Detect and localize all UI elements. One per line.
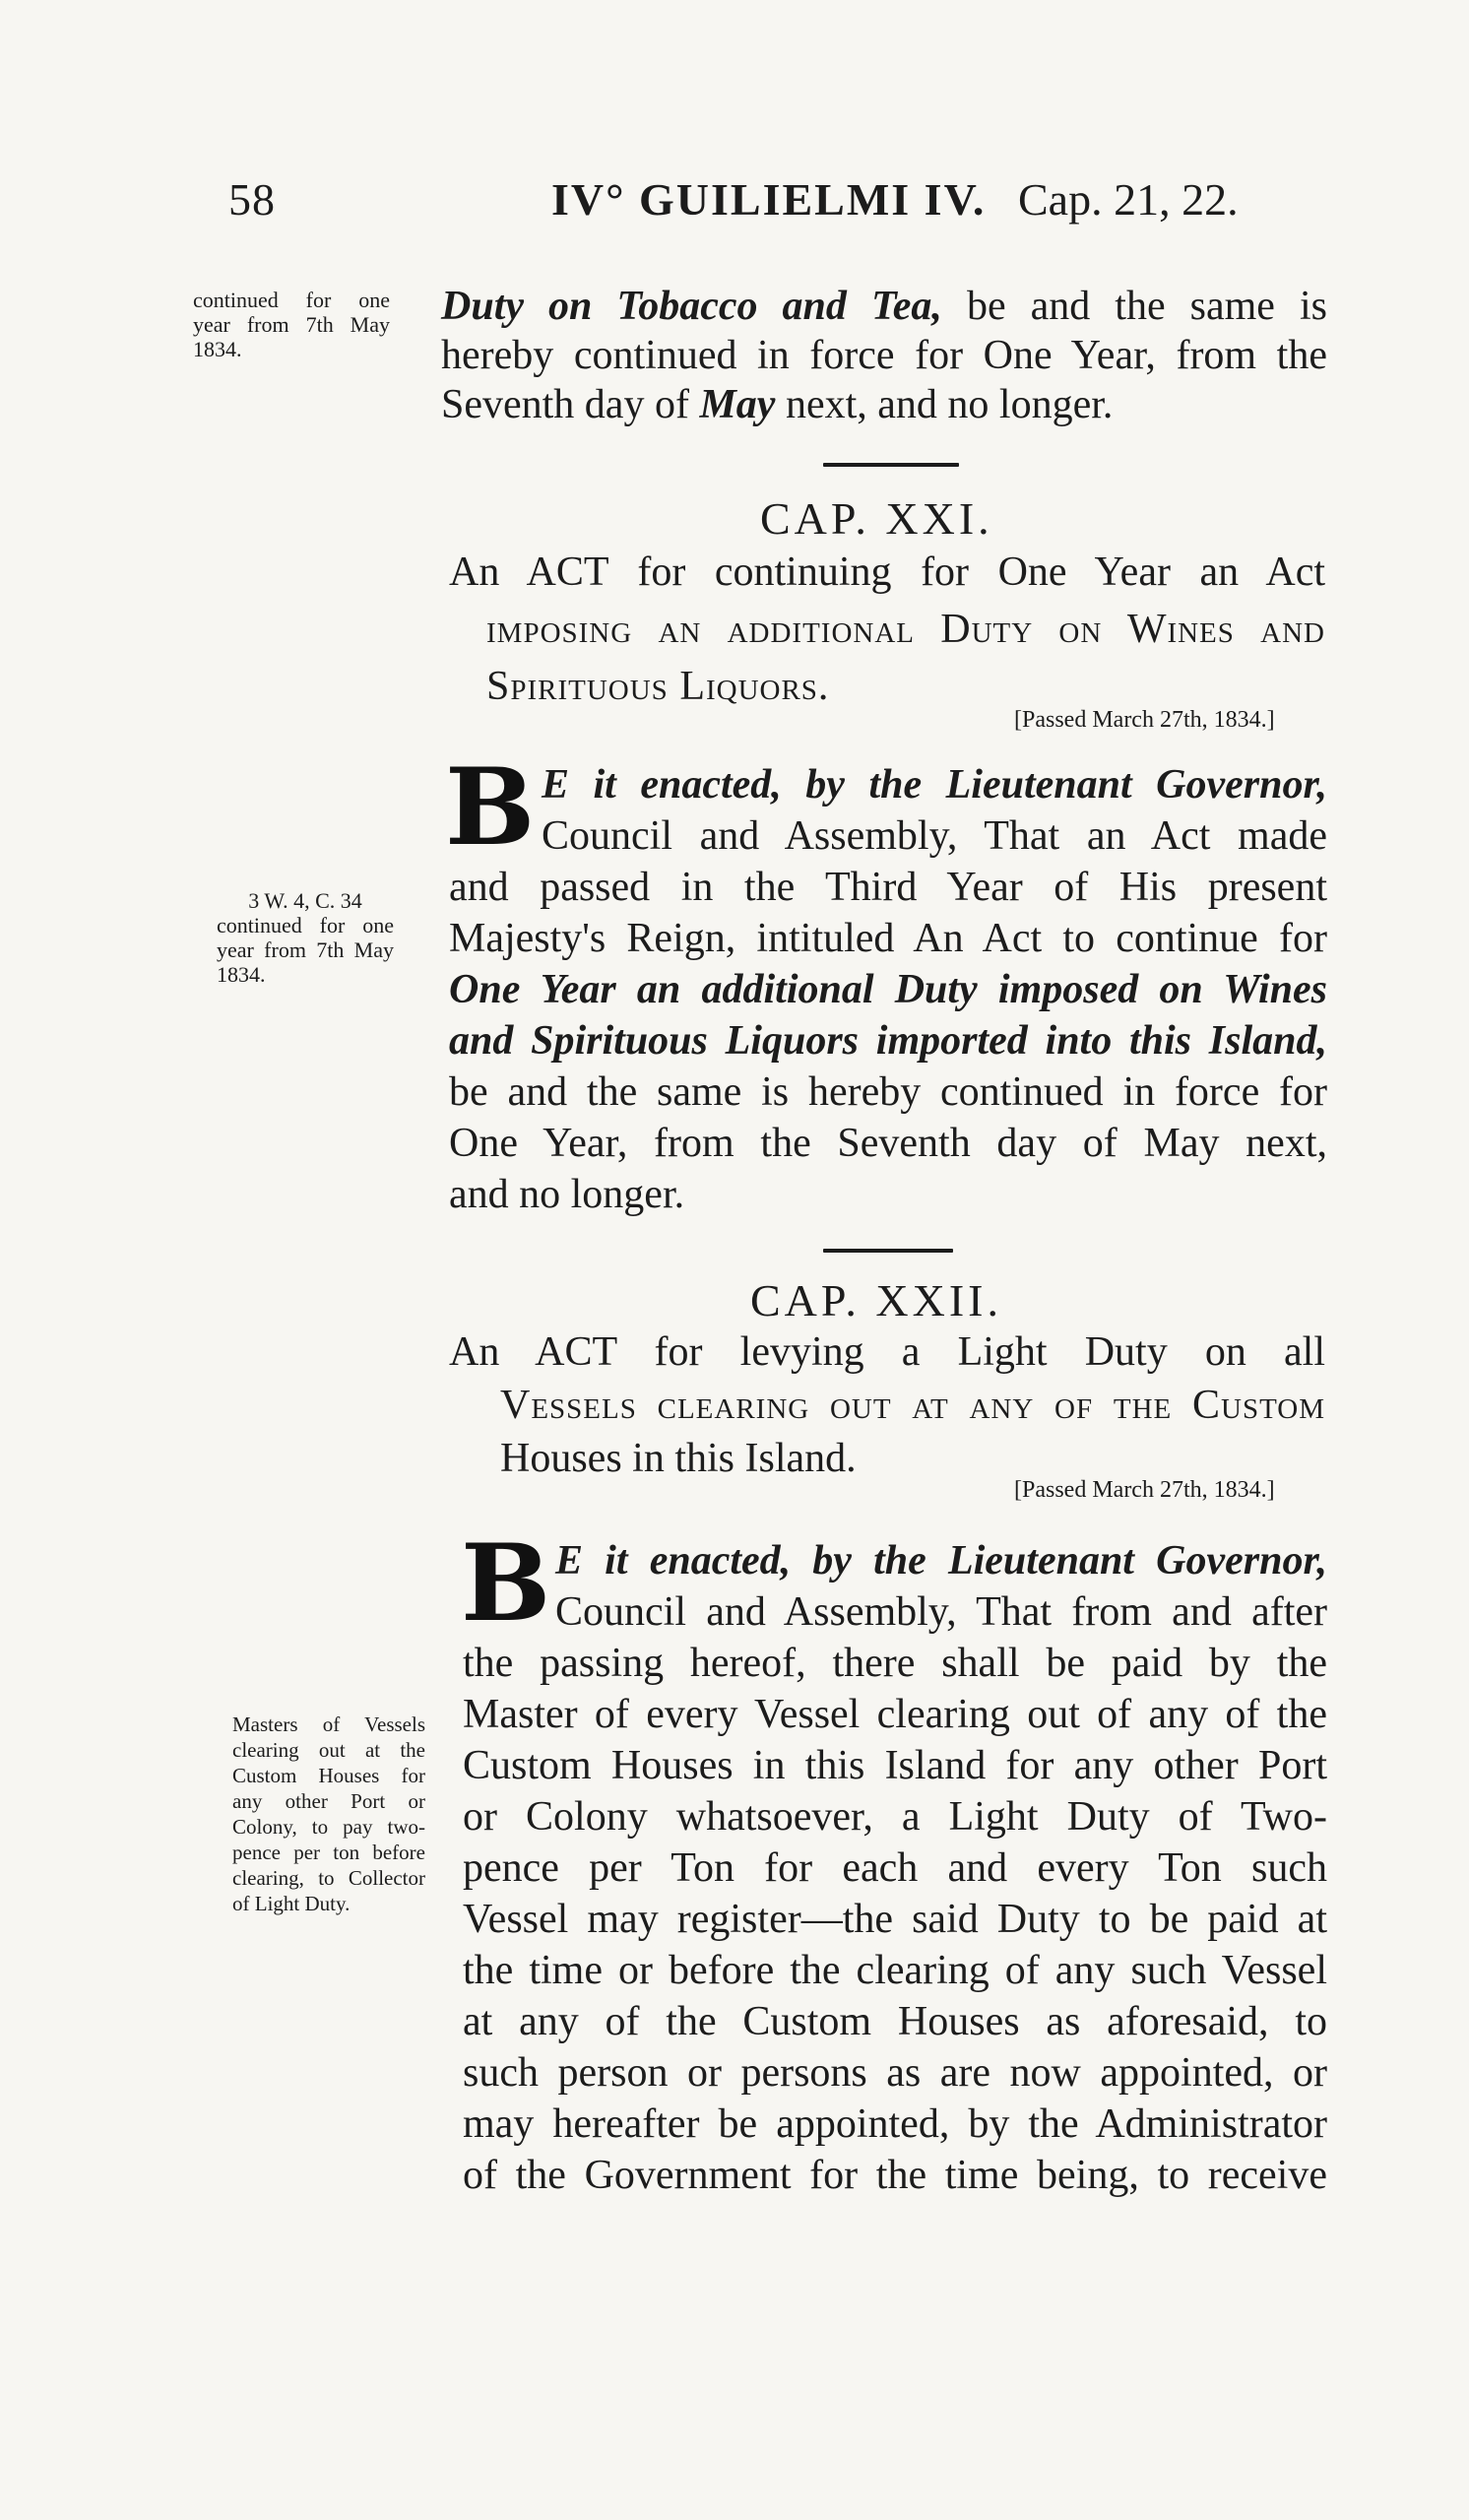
margin-note-line: year from 7th May bbox=[193, 312, 390, 337]
text-line: Seventh day of May next, and no longer. bbox=[441, 382, 1114, 427]
cap-22-body-line: of the Government for the time being, to receive bbox=[463, 2153, 1327, 2198]
cap-21-body-line: One Year an additional Duty imposed on Wines bbox=[449, 967, 1327, 1012]
margin-note-line: clearing, to Collector bbox=[232, 1866, 425, 1890]
margin-note-line: clearing out at the bbox=[232, 1738, 425, 1762]
cap-21-title-line: An ACT for continuing for One Year an Act bbox=[449, 549, 1325, 595]
section-divider bbox=[823, 1249, 953, 1253]
cap-22-body-line: Master of every Vessel clearing out of any of the bbox=[463, 1692, 1327, 1737]
cap-21-body-line: E it enacted, by the Lieutenant Governor, bbox=[542, 762, 1327, 808]
cap-22-body-line: pence per Ton for each and every Ton such bbox=[463, 1845, 1327, 1891]
text-line: Duty on Tobacco and Tea, be and the same is bbox=[441, 284, 1328, 329]
cap-22-title-line: Houses in this Island. bbox=[500, 1436, 857, 1481]
cap-22-body-line: at any of the Custom Houses as aforesaid, to bbox=[463, 1999, 1327, 2044]
margin-note-line: of Light Duty. bbox=[232, 1892, 351, 1915]
text-line: hereby continued in force for One Year, from the bbox=[441, 333, 1327, 378]
margin-note-top bbox=[193, 288, 390, 361]
cap-21-body-line: Majesty's Reign, intituled An Act to continue for bbox=[449, 916, 1327, 961]
cap-21-body-line: be and the same is hereby continued in force for bbox=[449, 1069, 1327, 1115]
cap-22-body-line: may hereafter be appointed, by the Administrator bbox=[463, 2101, 1327, 2147]
cap-21-body-line: Council and Assembly, That an Act made bbox=[542, 813, 1327, 859]
margin-note-cap-22 bbox=[232, 1712, 425, 1916]
cap-21-drop-cap: B bbox=[445, 745, 536, 870]
running-head-title: IV° GUILIELMI IV. bbox=[551, 174, 987, 225]
margin-note-line: Custom Houses for bbox=[232, 1764, 425, 1787]
margin-note-cap-21 bbox=[217, 888, 394, 987]
cap-21-body-line: and passed in the Third Year of His present bbox=[449, 865, 1327, 910]
margin-note-line: any other Port or bbox=[232, 1789, 425, 1813]
cap-22-drop-cap: B bbox=[461, 1521, 551, 1646]
cap-22-passed-date: [Passed March 27th, 1834.] bbox=[1014, 1477, 1275, 1503]
cap-21-body-line: One Year, from the Seventh day of May next, bbox=[449, 1121, 1327, 1166]
cap-22-title-line: An ACT for levying a Light Duty on all bbox=[449, 1329, 1325, 1375]
cap-21-title-line: Spirituous Liquors. bbox=[486, 664, 830, 709]
margin-note-line: 3 W. 4, C. 34 bbox=[248, 888, 362, 913]
cap-22-heading: CAP. XXII. bbox=[750, 1275, 1002, 1325]
margin-note-line: pence per ton before bbox=[232, 1841, 425, 1864]
margin-note-line: year from 7th May bbox=[217, 937, 394, 962]
cap-22-body-line: such person or persons as are now appointed, or bbox=[463, 2050, 1327, 2096]
cap-21-title-line: imposing an additional Duty on Wines and bbox=[486, 607, 1325, 652]
margin-note-line: Colony, to pay two- bbox=[232, 1815, 425, 1839]
margin-note-line: 1834. bbox=[217, 962, 266, 987]
cap-21-heading: CAP. XXI. bbox=[760, 493, 993, 544]
cap-22-body-line: Custom Houses in this Island for any other Port bbox=[463, 1743, 1327, 1788]
section-divider bbox=[823, 463, 959, 467]
cap-22-body-line: or Colony whatsoever, a Light Duty of Two- bbox=[463, 1794, 1327, 1840]
cap-21-body-line: and no longer. bbox=[449, 1172, 685, 1217]
cap-22-body-line: the time or before the clearing of any such Vessel bbox=[463, 1948, 1327, 1993]
cap-22-body-line: Vessel may register—the said Duty to be paid at bbox=[463, 1897, 1327, 1942]
cap-22-body-line: E it enacted, by the Lieutenant Governor, bbox=[555, 1538, 1327, 1583]
margin-note-line: continued for one bbox=[217, 913, 394, 937]
cap-22-body-line: the passing hereof, there shall be paid by the bbox=[463, 1641, 1327, 1686]
cap-22-body-line: Council and Assembly, That from and after bbox=[555, 1589, 1327, 1635]
cap-21-body-line: and Spirituous Liquors imported into this Island, bbox=[449, 1018, 1327, 1064]
running-head-chapters: Cap. 21, 22. bbox=[1018, 174, 1239, 225]
page-number: 58 bbox=[228, 174, 276, 225]
margin-note-line: 1834. bbox=[193, 337, 242, 361]
cap-21-passed-date: [Passed March 27th, 1834.] bbox=[1014, 707, 1275, 733]
margin-note-line: Masters of Vessels bbox=[232, 1712, 425, 1736]
margin-note-line: continued for one bbox=[193, 288, 390, 312]
cap-22-title-line: Vessels clearing out at any of the Custom bbox=[500, 1383, 1325, 1428]
